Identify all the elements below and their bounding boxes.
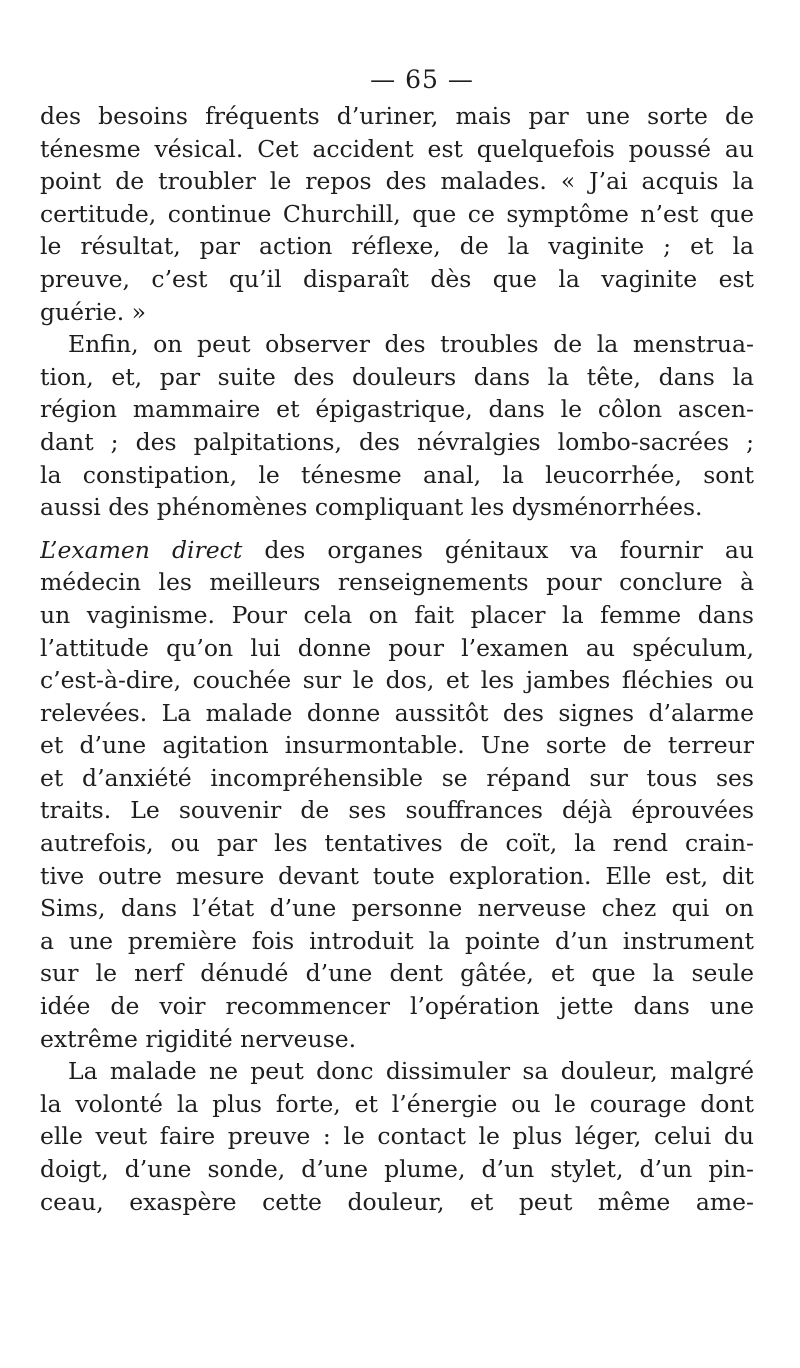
book-page — [40, 60, 754, 1218]
text-line: dant ; des palpitations, des névralgies lombo-sacrées ; — [40, 427, 754, 456]
text-line: extrême rigidité nerveuse. — [40, 1024, 357, 1053]
paragraph-gap — [40, 524, 754, 534]
paragraph-3 — [40, 534, 754, 1056]
paragraph-2 — [40, 328, 754, 524]
text-line — [40, 534, 754, 567]
text-line: certitude, continue Churchill, que ce symptôme n’est que — [40, 199, 754, 228]
page-number: — 65 — — [370, 65, 474, 94]
text-line: traits. Le souvenir de ses souffrances déjà éprouvées — [40, 796, 754, 825]
text-line: doigt, d’une sonde, d’une plume, d’un stylet, d’un pin- — [40, 1155, 754, 1183]
text-line: ceau, exaspère cette douleur, et peut même ame- — [40, 1187, 754, 1216]
text-line: La malade ne peut donc dissimuler sa douleur, malgré — [68, 1057, 754, 1086]
text-line: des besoins fréquents d’uriner, mais par une sorte de — [40, 102, 754, 130]
text-line: preuve, c’est qu’il disparaît dès que la vaginite est — [40, 264, 754, 293]
text-line: guérie. » — [40, 297, 147, 326]
text-line: Sims, dans l’état d’une personne nerveuse chez qui on — [40, 894, 754, 923]
text-line: région mammaire et épigastrique, dans le côlon ascen- — [40, 395, 754, 424]
text-line: relevées. La malade donne aussitôt des signes d’alarme — [40, 698, 754, 727]
text-line: c’est-à-dire, couchée sur le dos, et les jambes fléchies ou — [40, 666, 754, 695]
text-line: tion, et, par suite des douleurs dans la tête, dans la — [40, 362, 754, 391]
text-line: aussi des phénomènes compliquant les dysménorrhées. — [40, 493, 703, 522]
text-line: et d’une agitation insurmontable. Une sorte de terreur — [40, 731, 754, 760]
paragraph-4 — [40, 1055, 754, 1218]
text-line: a une première fois introduit la pointe d’un instrument — [40, 926, 754, 955]
text-line: la volonté la plus forte, et l’énergie ou le courage dont — [40, 1089, 754, 1118]
text-line: et d’anxiété incompréhensible se répand sur tous ses — [40, 763, 754, 792]
text-line: l’attitude qu’on lui donne pour l’examen au spéculum, — [40, 633, 754, 662]
text-line: un vaginisme. Pour cela on fait placer la femme dans — [40, 600, 754, 629]
text-line: la constipation, le ténesme anal, la leucorrhée, sont — [40, 460, 754, 489]
text-line: autrefois, ou par les tentatives de coït, la rend crain- — [40, 829, 754, 858]
text-line: sur le nerf dénudé d’une dent gâtée, et que la seule — [40, 959, 754, 988]
text-line: Enfin, on peut observer des troubles de la menstrua- — [68, 330, 754, 359]
text-line: médecin les meilleurs renseignements pour conclure à — [40, 568, 754, 597]
text-line: point de troubler le repos des malades. « J’ai acquis la — [40, 167, 754, 196]
italic-lead: L’examen direct — [40, 535, 243, 564]
text-line: idée de voir recommencer l’opération jette dans une — [40, 992, 754, 1021]
paragraph-1 — [40, 100, 754, 328]
text-line: le résultat, par action réflexe, de la vaginite ; et la — [40, 232, 754, 261]
text-line: elle veut faire preuve : le contact le plus léger, celui du — [40, 1122, 754, 1151]
text-line-rest: des organes génitaux va fournir au — [242, 535, 754, 564]
text-line: tive outre mesure devant toute exploration. Elle est, dit — [40, 861, 754, 890]
text-line: ténesme vésical. Cet accident est quelquefois poussé au — [40, 134, 754, 163]
